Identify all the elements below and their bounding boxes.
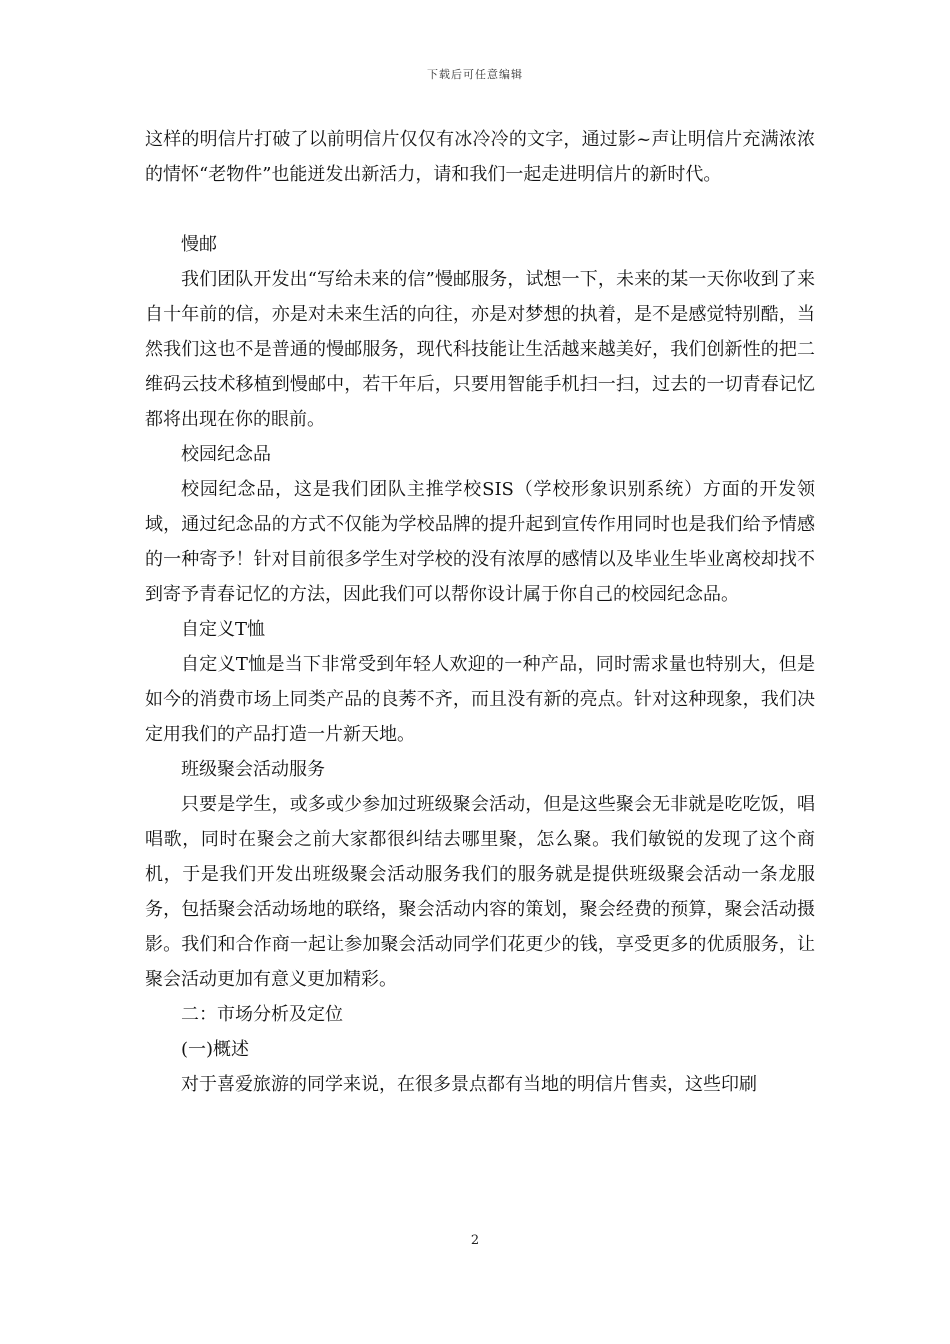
paragraph-campus-souvenir: 校园纪念品，这是我们团队主推学校SIS（学校形象识别系统）方面的开发领域，通过纪念品的方式不仅能为学校品牌的提升起到宣传作用同时也是我们给予情感的一种寄予！针对目前很多学生对学校的没有浓厚的感情以及毕业生毕业离校却找不到寄予青春记忆的方法，因此我们可以帮你设计属于你自己的校园纪念品。	[145, 479, 815, 605]
section-heading-campus-souvenir: 校园纪念品	[181, 444, 271, 465]
section-heading-custom-tshirt: 自定义T恤	[181, 619, 266, 640]
section-heading-class-reunion: 班级聚会活动服务	[181, 759, 325, 780]
page-header: 下载后可任意编辑	[427, 68, 523, 81]
paragraph-overview: 对于喜爱旅游的同学来说，在很多景点都有当地的明信片售卖，这些印刷	[181, 1074, 757, 1095]
document-body	[145, 122, 815, 1102]
section-heading-market-analysis: 二：市场分析及定位	[181, 1004, 343, 1025]
paragraph-intro: 这样的明信片打破了以前明信片仅仅有冰冷冷的文字，通过影~声让明信片充满浓浓的情怀“老物件”也能迸发出新活力，请和我们一起走进明信片的新时代。	[145, 129, 815, 185]
paragraph-class-reunion: 只要是学生，或多或少参加过班级聚会活动，但是这些聚会无非就是吃吃饭，唱唱歌，同时在聚会之前大家都很纠结去哪里聚，怎么聚。我们敏锐的发现了这个商机，于是我们开发出班级聚会活动服务我们的服务就是提供班级聚会活动一条龙服务，包括聚会活动场地的联络，聚会活动内容的策划，聚会经费的预算，聚会活动摄影。我们和合作商一起让参加聚会活动同学们花更少的钱，享受更多的优质服务，让聚会活动更加有意义更加精彩。	[145, 794, 815, 990]
paragraph-custom-tshirt: 自定义T恤是当下非常受到年轻人欢迎的一种产品，同时需求量也特别大，但是如今的消费市场上同类产品的良莠不齐，而且没有新的亮点。针对这种现象，我们决定用我们的产品打造一片新天地。	[145, 654, 815, 745]
subsection-heading-overview: (一)概述	[181, 1039, 250, 1060]
section-heading-slow-mail: 慢邮	[181, 234, 217, 255]
paragraph-slow-mail: 我们团队开发出“写给未来的信”慢邮服务，试想一下，未来的某一天你收到了来自十年前的信，亦是对未来生活的向往，亦是对梦想的执着，是不是感觉特别酷，当然我们这也不是普通的慢邮服务，现代科技能让生活越来越美好，我们创新性的把二维码云技术移植到慢邮中，若干年后，只要用智能手机扫一扫，过去的一切青春记忆都将出现在你的眼前。	[145, 269, 815, 430]
page-number: 2	[470, 1233, 480, 1248]
blank-line	[145, 192, 815, 227]
